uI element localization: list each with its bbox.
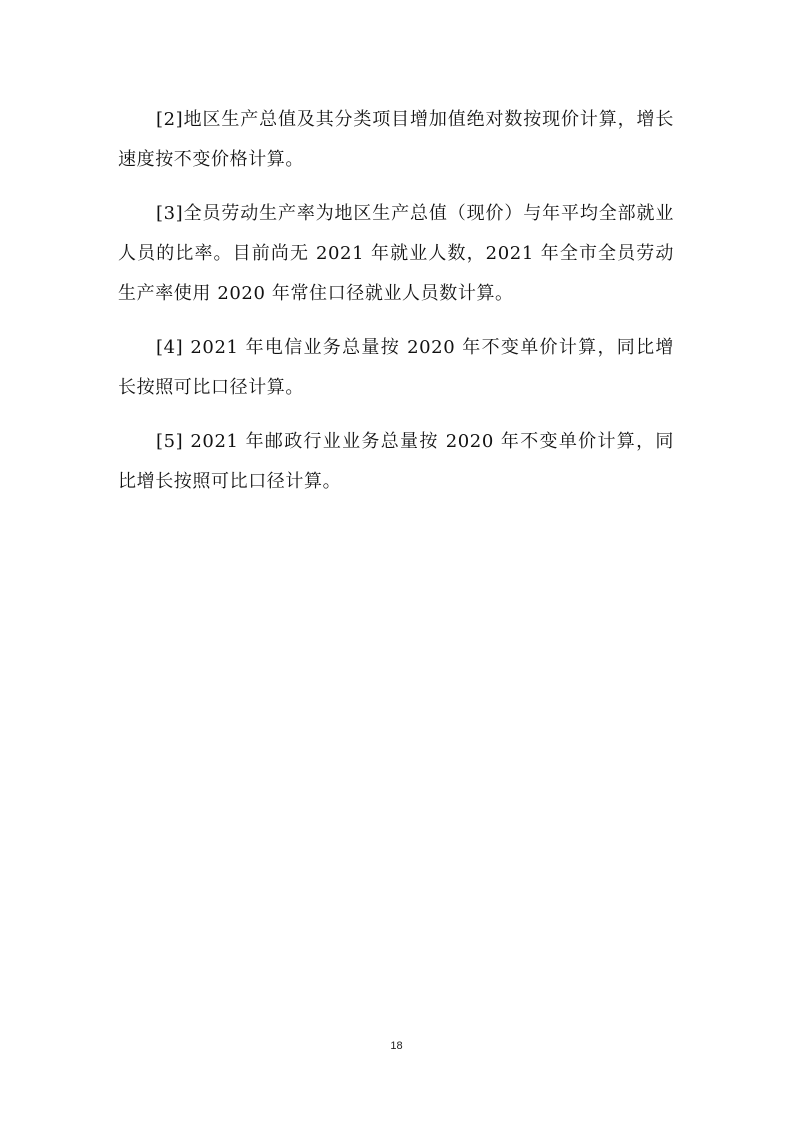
footnote-marker: [3] xyxy=(156,203,184,224)
footnote-marker: [4] xyxy=(156,337,184,358)
footnote-text: 地区生产总值及其分类项目增加值绝对数按现价计算，增长速度按不变价格计算。 xyxy=(118,109,674,170)
footnote-text: 全员劳动生产率为地区生产总值（现价）与年平均全部就业人员的比率。目前尚无 2021 年就业人数，2021 年全市全员劳动生产率使用 2020 年常住口径就业人员数计算。 xyxy=(118,203,674,304)
footnote-2 xyxy=(118,100,674,180)
page-number: 18 xyxy=(390,1040,403,1052)
footnote-text: 2021 年电信业务总量按 2020 年不变单价计算，同比增长按照可比口径计算。 xyxy=(118,337,674,398)
footnote-marker: [2] xyxy=(156,109,184,130)
footnotes-section xyxy=(118,100,674,516)
footnote-5 xyxy=(118,422,674,502)
footnote-marker: [5] xyxy=(156,431,184,452)
footnote-4 xyxy=(118,328,674,408)
footnote-3 xyxy=(118,194,674,314)
footnote-text: 2021 年邮政行业业务总量按 2020 年不变单价计算，同比增长按照可比口径计算。 xyxy=(118,431,674,492)
